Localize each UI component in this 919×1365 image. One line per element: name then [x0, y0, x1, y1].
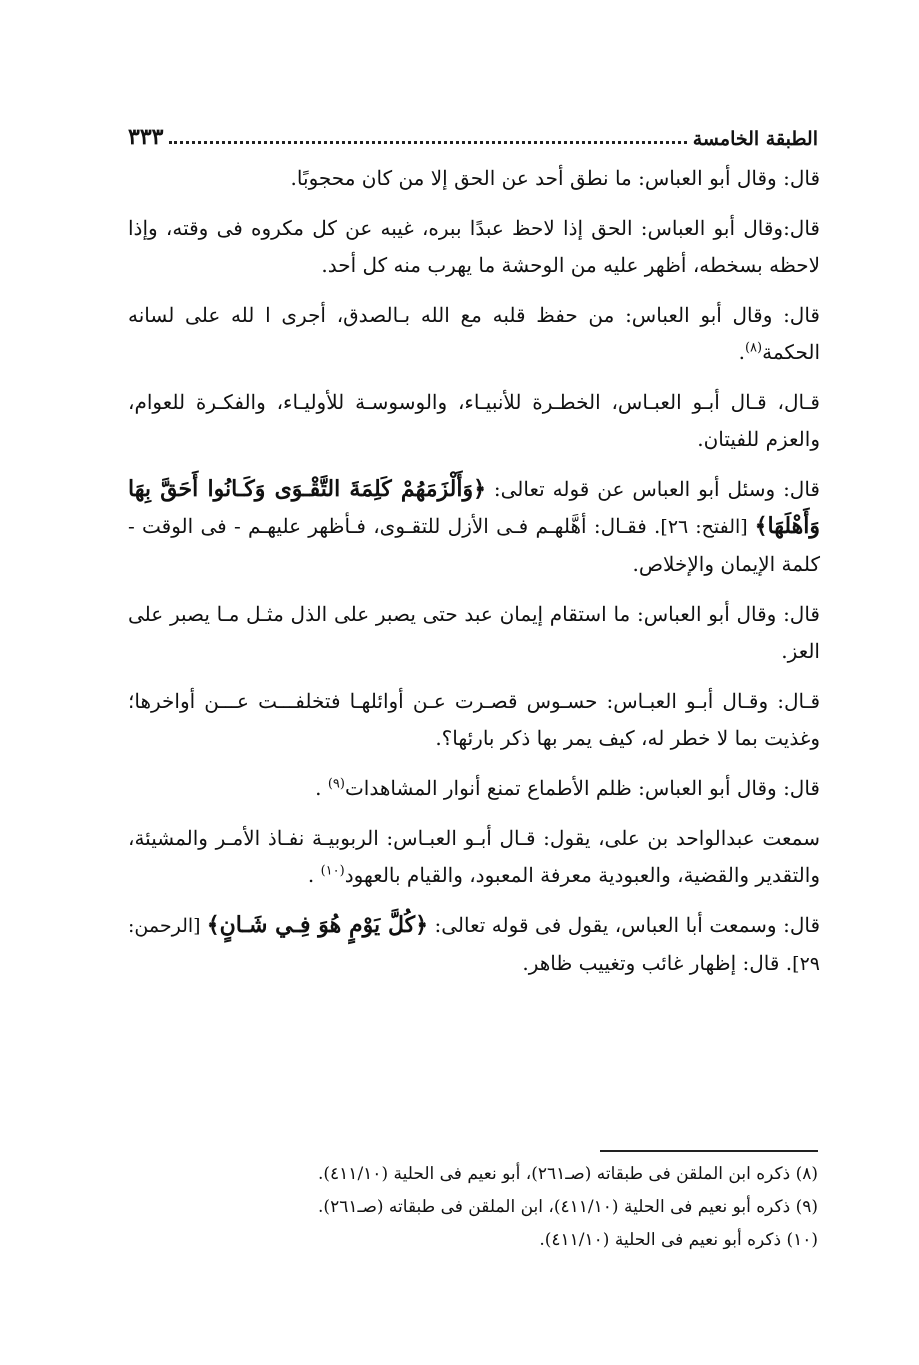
- paragraph-text: قال: وقال أبو العباس: ما استقام إيمان عبد حتى يصبر على الذل مثـل مـا يصبر على العز.: [128, 602, 820, 663]
- footnote-marker: (٩): [327, 776, 345, 792]
- paragraph-text: قال: وسئل أبو العباس عن قوله تعالى:: [485, 477, 820, 501]
- footnotes: [318, 1158, 818, 1257]
- footnote: (٩) ذكره أبو نعيم فى الحلية (٤١١/١٠)، ابن الملقن فى طبقاته (صـ٢٦١).: [318, 1197, 818, 1217]
- header-dot-leader: [169, 141, 686, 144]
- paragraph-text: قال: وقال أبو العباس: ما نطق أحد عن الحق إلا من كان محجوبًا.: [290, 166, 820, 190]
- paragraph: [128, 471, 820, 583]
- paragraph-text: قال: وقال أبو العباس: ظلم الأطماع تمنع أنوار المشاهدات: [344, 776, 820, 800]
- footnote-marker: (١٠): [320, 863, 345, 879]
- running-header: [128, 120, 818, 150]
- paragraph-text: قال: وسمعت أبا العباس، يقول فى قوله تعالى:: [428, 913, 821, 937]
- paragraph-text: قال: وقال أبو العباس: من حفظ قلبه مع الله بـالصدق، أجرى ا لله على لسانه الحكمة: [128, 303, 820, 364]
- paragraph: [128, 297, 820, 371]
- paragraph-text-continued: . قال: إظهار غائب وتغييب ظاهر.: [522, 951, 793, 975]
- paragraph: [128, 820, 820, 894]
- verse-reference: [الرحمن: ٢٩]: [128, 915, 820, 975]
- paragraph: [128, 160, 820, 197]
- quran-verse: ﴿وَأَلْزَمَهُمْ كَلِمَةَ التَّقْـوَى وَكَـانُوا أَحَقَّ بِهَا وَأَهْلَهَا﴾: [128, 476, 820, 539]
- paragraph-text: قـال: وقـال أبـو العبـاس: حسـوس قصـرت عـن أوائلهـا فتخلفـــت عـــن أواخرها؛ وغذيت بما لا خطر له، كيف يمر بها ذكر بارئها؟.: [128, 689, 821, 750]
- paragraph: [128, 210, 820, 284]
- paragraph-text-continued: . فقـال: أهَّلهـم فـى الأزل للتقـوى، فـأظهر عليهـم - فى الوقت - كلمة الإيمان والإخلاص.: [128, 514, 820, 576]
- paragraph: [128, 596, 820, 670]
- paragraph: [128, 907, 820, 983]
- footnote: (٨) ذكره ابن الملقن فى طبقاته (صـ٢٦١)، أبو نعيم فى الحلية (٤١١/١٠).: [318, 1164, 818, 1184]
- paragraph: [128, 770, 820, 807]
- page-number: ٣٣٣: [128, 124, 164, 150]
- paragraph-text: قـال، قـال أبـو العبـاس، الخطـرة للأنبيـاء، والوسوسـة للأوليـاء، والفكـرة للعوام، والعزم للفيتان.: [128, 390, 820, 451]
- paragraph-tail: .: [315, 776, 328, 800]
- paragraph-text: سمعت عبدالواحد بن على، يقول: قـال أبـو العبـاس: الربوبيـة نفـاذ الأمـر والمشيئة، والتقدير والقضية، والعبودية معرفة المعبود، والقيام بالعهود: [128, 826, 820, 887]
- footnote-separator: [600, 1150, 818, 1152]
- paragraph-tail: .: [307, 863, 321, 887]
- quran-verse: ﴿كُلَّ يَوْمٍ هُوَ فِـي شَـانٍ﴾: [206, 912, 428, 938]
- paragraph-text: قال:وقال أبو العباس: الحق إذا لاحظ عبدًا ببره، غيبه عن كل مكروه فى وقته، وإذا لاحظه بسخطه، أظهر عليه من الوحشة ما يهرب منه كل أحد.: [128, 216, 820, 277]
- paragraph: [128, 384, 820, 458]
- main-text: [128, 160, 820, 996]
- paragraph: [128, 683, 820, 757]
- chapter-title: الطبقة الخامسة: [692, 128, 818, 150]
- verse-reference: [الفتح: ٢٦]: [660, 516, 755, 538]
- footnote-marker: (٨): [744, 340, 763, 356]
- footnote: (١٠) ذكره أبو نعيم فى الحلية (٤١١/١٠).: [539, 1230, 818, 1250]
- paragraph-tail: .: [738, 340, 745, 364]
